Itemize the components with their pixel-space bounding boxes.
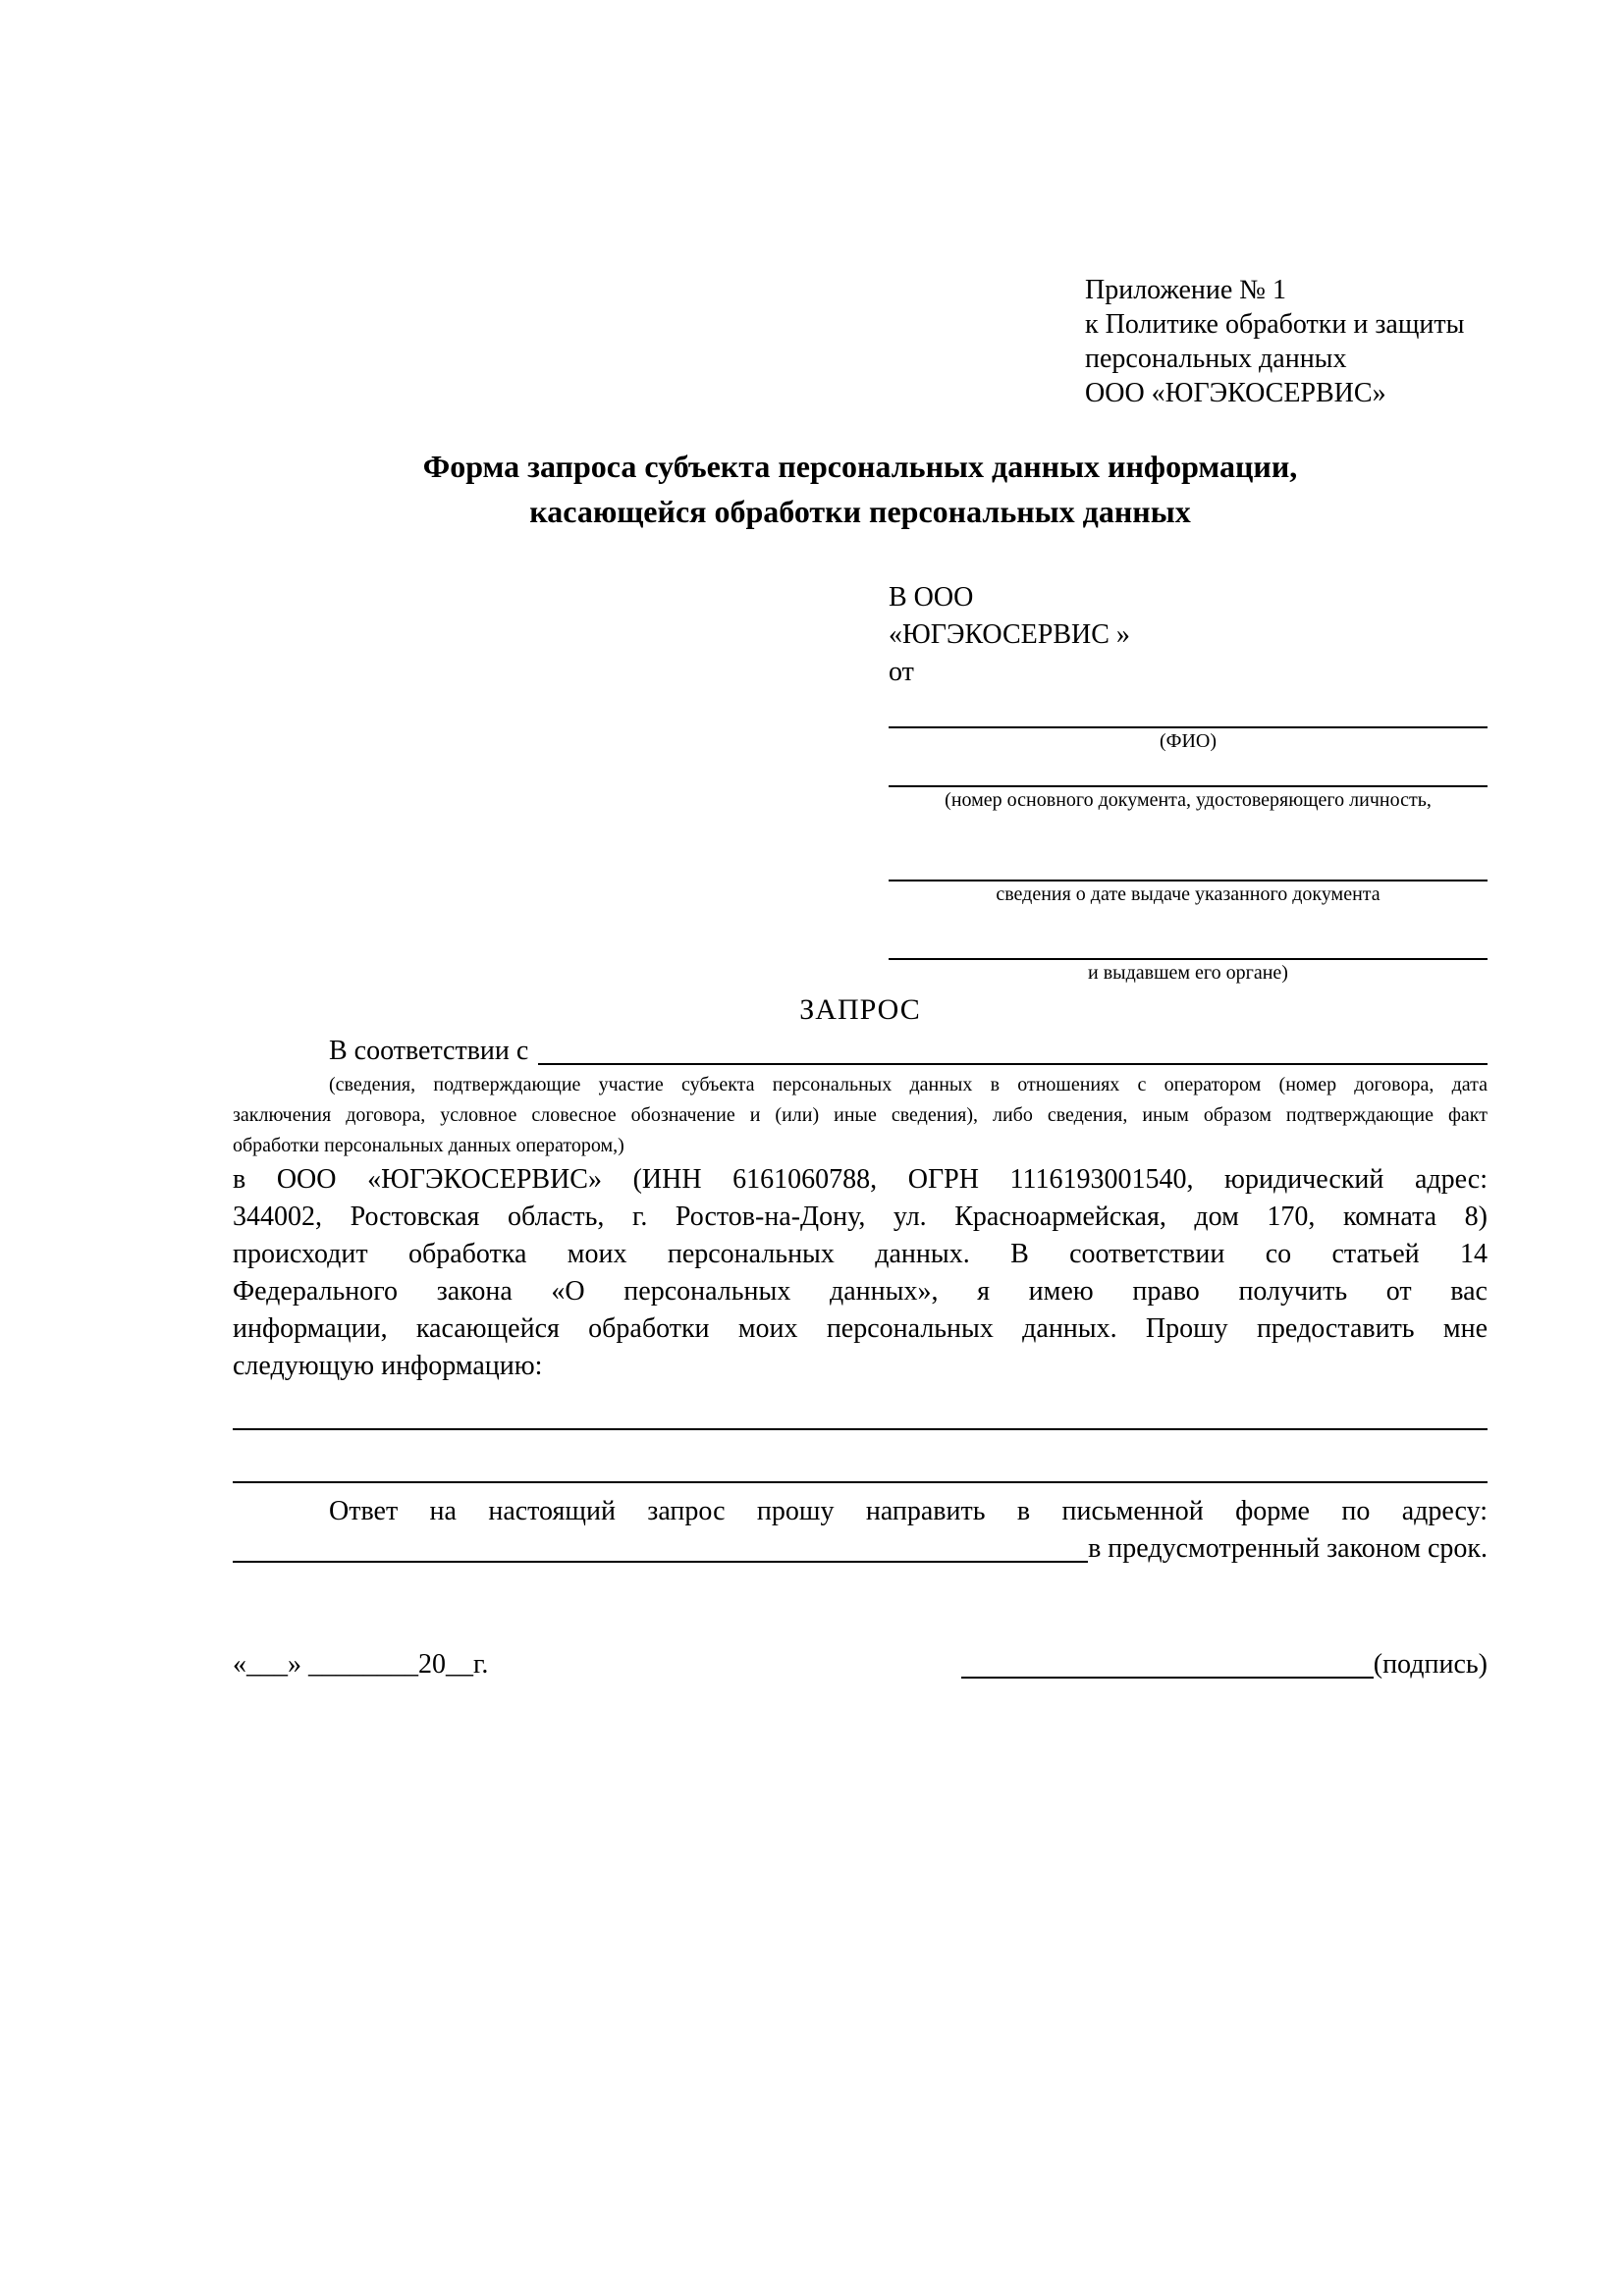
doc-number-caption: (номер основного документа, удостоверяющего личность, bbox=[945, 789, 1432, 811]
document-content bbox=[0, 273, 1624, 1683]
doc-issuer-blank-line bbox=[889, 907, 1488, 960]
info-blank-line-1 bbox=[233, 1428, 1488, 1430]
body-paragraph-line: в ООО «ЮГЭКОСЕРВИС» (ИНН 6161060788, ОГРН 1116193001540, юридический адрес: bbox=[233, 1164, 1488, 1195]
addressee-from-label: от bbox=[889, 657, 914, 687]
addressee-block bbox=[889, 579, 1488, 986]
document-title-line: Форма запроса субъекта персональных данных информации, bbox=[422, 449, 1298, 484]
annex-note bbox=[1085, 273, 1488, 410]
fio-blank-line bbox=[889, 691, 1488, 728]
signature-caption: (подпись) bbox=[1373, 1649, 1488, 1680]
request-heading: ЗАПРОС bbox=[799, 993, 921, 1026]
doc-date-blank-line bbox=[889, 813, 1488, 881]
basis-row bbox=[233, 1033, 1488, 1070]
doc-date-caption: сведения о дате выдаче указанного документа bbox=[996, 883, 1380, 905]
basis-note-line: (сведения, подтверждающие участие субъекта персональных данных в отношениях с оператором (номер договора, дата bbox=[329, 1074, 1488, 1095]
basis-note bbox=[233, 1070, 1488, 1161]
date-blank-template: «___» ________20__г. bbox=[233, 1649, 489, 1680]
doc-number-blank-line bbox=[889, 754, 1488, 787]
annex-line: персональных данных bbox=[1085, 344, 1347, 374]
reply-suffix: в предусмотренный законом срок. bbox=[1088, 1533, 1488, 1564]
body-paragraph bbox=[233, 1161, 1488, 1385]
basis-note-line: обработки персональных данных оператором,) bbox=[233, 1135, 624, 1156]
doc-issuer-caption: и выдавшем его органе) bbox=[1088, 962, 1288, 984]
info-blank-line-2 bbox=[233, 1481, 1488, 1483]
reply-address-blank-line bbox=[233, 1561, 1088, 1563]
reply-sentence: Ответ на настоящий запрос прошу направить в письменной форме по адресу: bbox=[329, 1496, 1488, 1526]
basis-prefix: В соответствии с bbox=[329, 1036, 529, 1066]
fio-caption: (ФИО) bbox=[1159, 730, 1217, 752]
body-paragraph-line: следующую информацию: bbox=[233, 1351, 543, 1381]
date-signature-row bbox=[233, 1646, 1488, 1683]
annex-line: Приложение № 1 bbox=[1085, 275, 1286, 305]
document-title-line: касающейся обработки персональных данных bbox=[529, 494, 1191, 529]
annex-line: ООО «ЮГЭКОСЕРВИС» bbox=[1085, 378, 1386, 408]
body-paragraph-line: Федерального закона «О персональных данных», я имею право получить от вас bbox=[233, 1276, 1488, 1307]
addressee-to-line: «ЮГЭКОСЕРВИС » bbox=[889, 619, 1130, 650]
reply-address-row bbox=[233, 1530, 1488, 1568]
document-title bbox=[233, 444, 1488, 534]
body-paragraph-line: происходит обработка моих персональных данных. В соответствии со статьей 14 bbox=[233, 1239, 1488, 1269]
signature-group bbox=[961, 1646, 1488, 1683]
basis-blank-line bbox=[538, 1063, 1488, 1065]
body-paragraph-line: 344002, Ростовская область, г. Ростов-на-Дону, ул. Красноармейская, дом 170, комната 8) bbox=[233, 1201, 1488, 1232]
body-paragraph-line: информации, касающейся обработки моих персональных данных. Прошу предоставить мне bbox=[233, 1313, 1488, 1344]
addressee-to-line: В ООО bbox=[889, 582, 974, 613]
basis-note-line: заключения договора, условное словесное обозначение и (или) иные сведения), либо сведения, иным образом подтверждающие факт bbox=[233, 1104, 1488, 1126]
annex-line: к Политике обработки и защиты bbox=[1085, 309, 1465, 340]
signature-blank-line bbox=[961, 1677, 1374, 1679]
